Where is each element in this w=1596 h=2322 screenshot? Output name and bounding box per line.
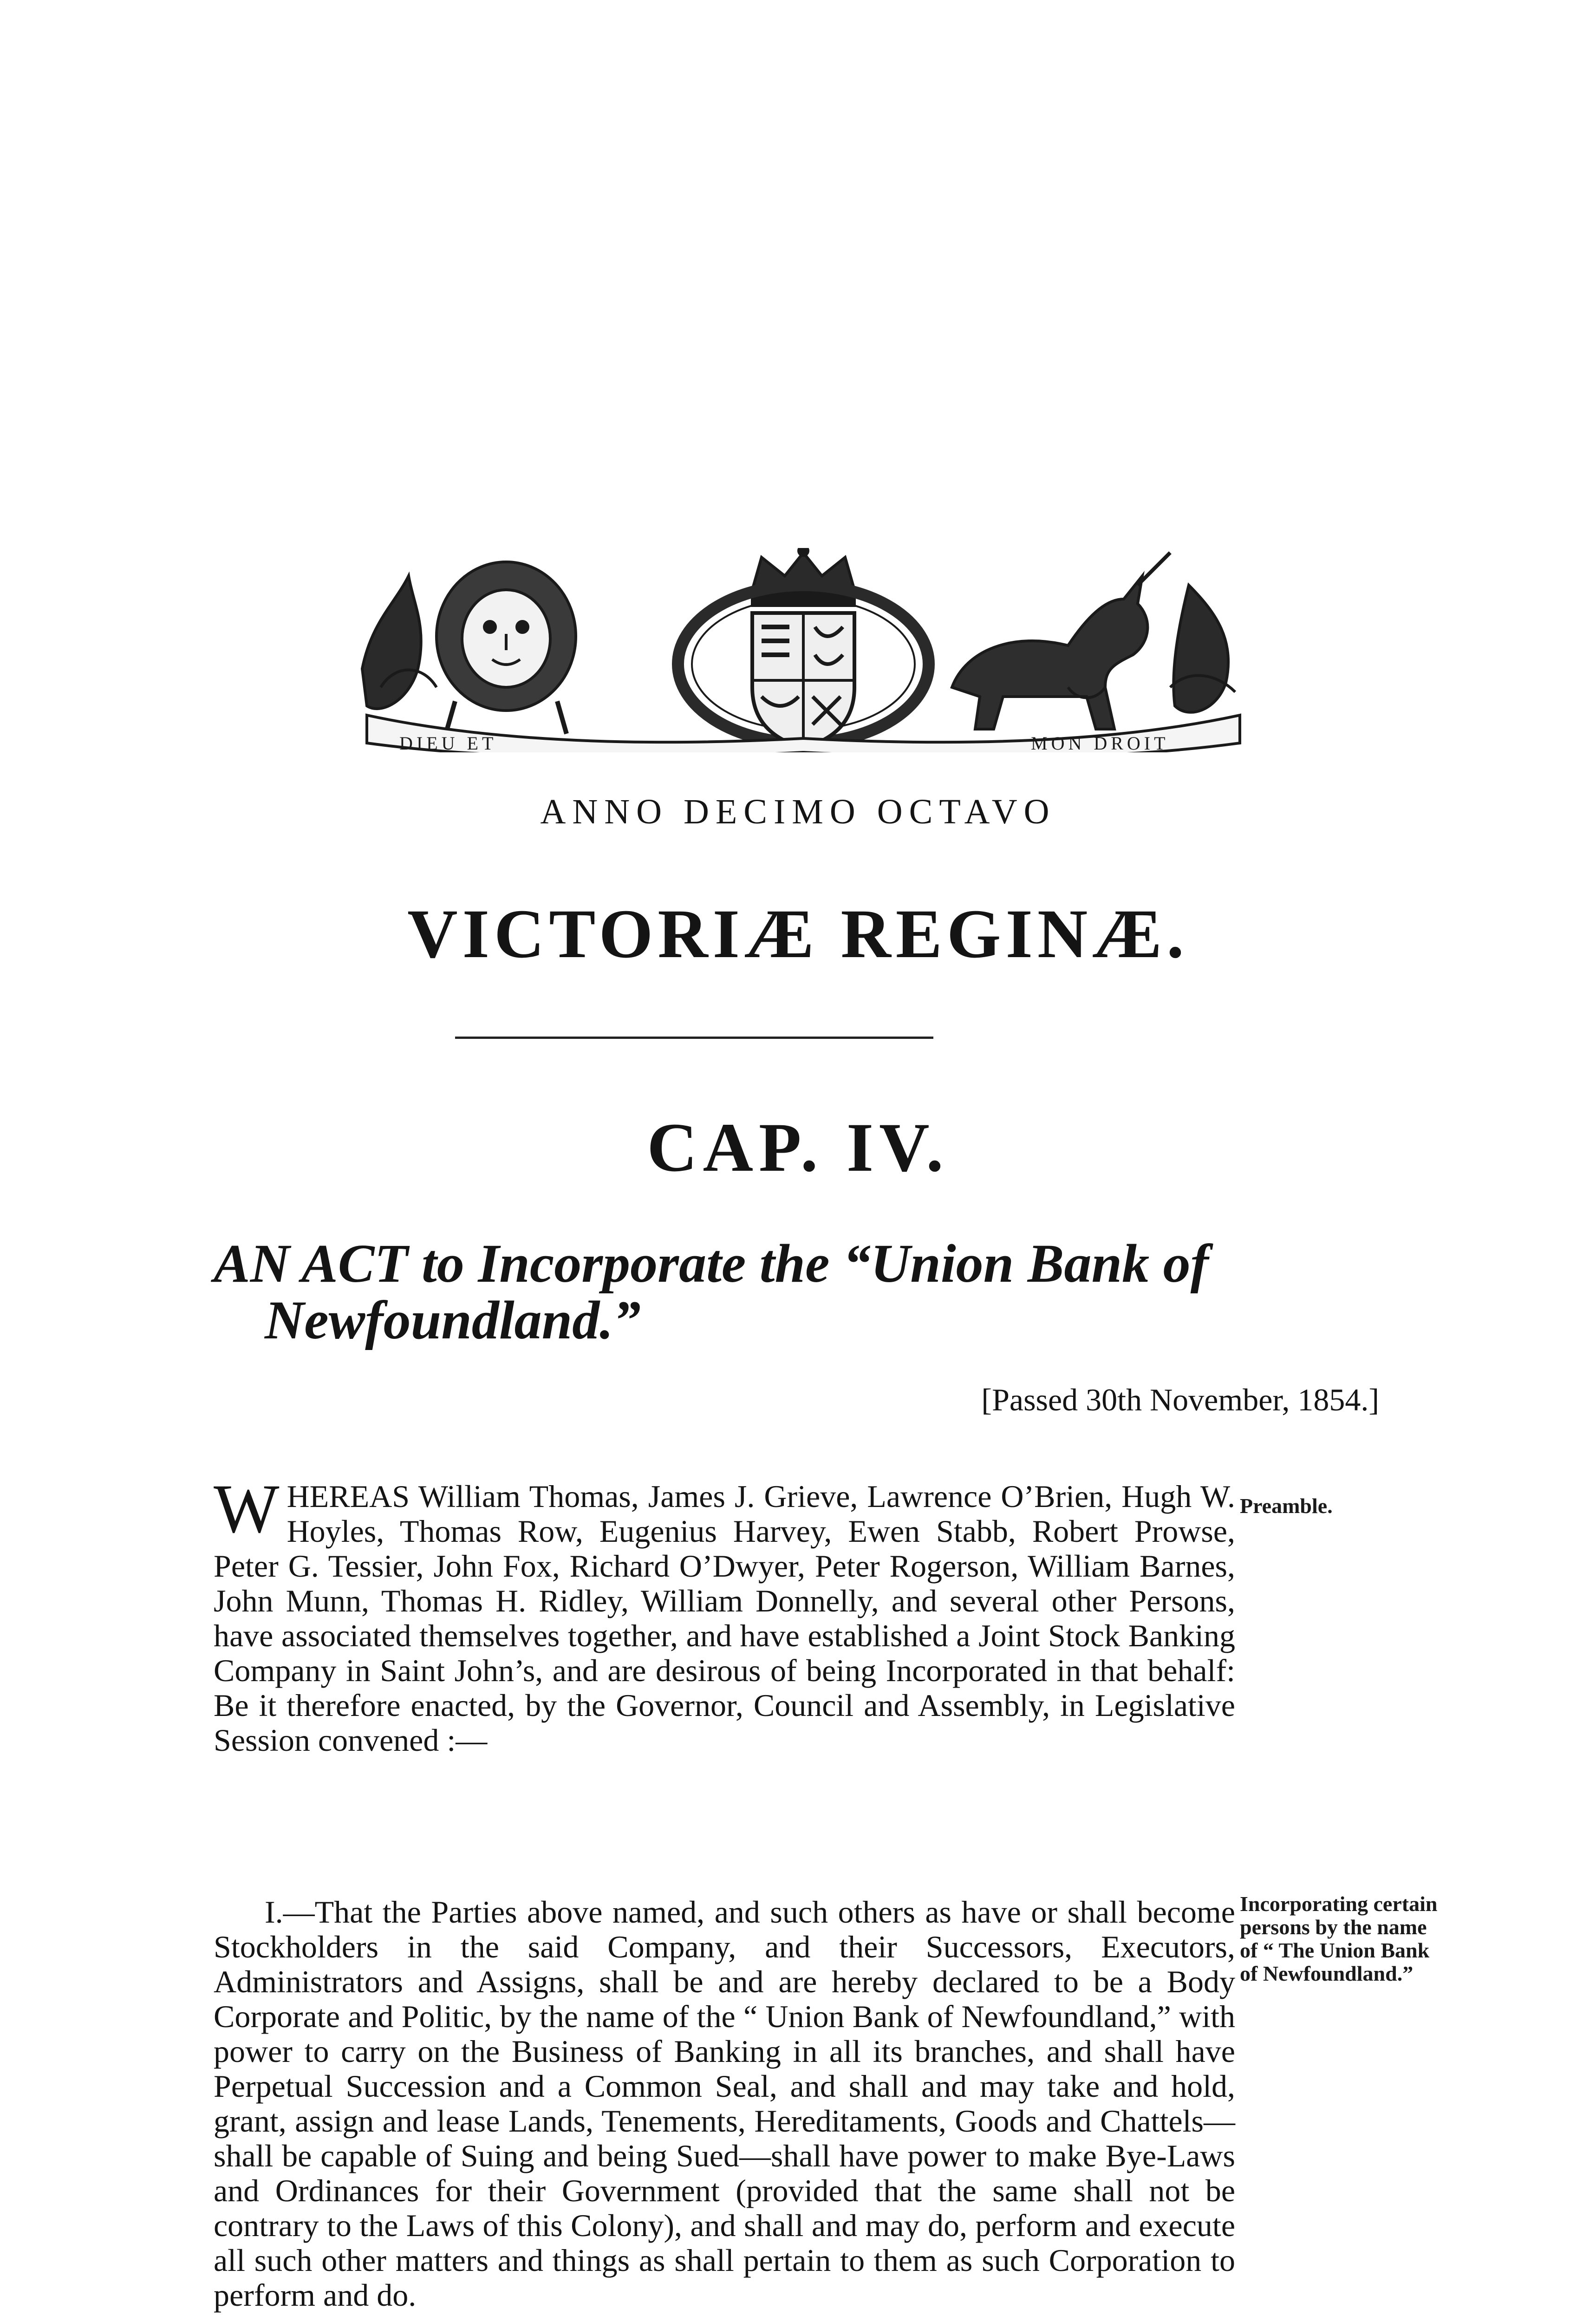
- right-foliage-icon: [1173, 585, 1228, 712]
- act-title-line-2: Newfoundland.”: [265, 1290, 641, 1350]
- drop-cap: W: [214, 1470, 280, 1547]
- regnal-year: ANNO DECIMO OCTAVO: [540, 792, 1056, 831]
- margin-note-preamble: Preamble.: [1240, 1494, 1333, 1518]
- regnal-title: VICTORIÆ REGINÆ.: [407, 895, 1189, 972]
- chapter-number: CAP. IV.: [647, 1109, 949, 1186]
- unicorn-icon: [952, 553, 1170, 729]
- passed-date: [Passed 30th November, 1854.]: [981, 1382, 1379, 1417]
- motto-right: MON DROIT: [1031, 733, 1169, 752]
- preamble-paragraph: [214, 1470, 1235, 1827]
- left-foliage-icon: [362, 576, 421, 709]
- section-1-paragraph: I.—That the Parties above named, and such others as have or shall become Stockholders in the said Company, and their Successors, Executors, Administrators and Assigns, shall be and are hereby declared to be a Body Corporate and Politic, by the name of the “ Union Bank of Newfoundland,” with power to carry on the Business of Banking in all its branches, and shall have Perpetual Succession and a Common Seal, and shall and may take and hold, grant, assign and lease Lands, Tenements, Hereditaments, Goods and Chattels—shall be capable of Suing and being Sued—shall have power to make Bye-Laws and Ordinances for their Government (provided that the same shall not be contrary to the Laws of this Colony), and shall and may do, perform and execute all such other matters and things as shall pertain to them as such Corporation to perform and do.: [214, 1894, 1235, 2313]
- divider: [455, 1037, 933, 1039]
- margin-note-section-1: Incorporating certain persons by the name of “ The Union Bank of Newfoundland.”: [1240, 1892, 1438, 1985]
- royal-coat-of-arms: [353, 548, 1254, 752]
- act-title-line-1: AN ACT to Incorporate the “Union Bank of: [214, 1233, 1209, 1294]
- lion-icon: [436, 562, 576, 734]
- preamble-body: HEREAS William Thomas, James J. Grieve, Lawrence O’Brien, Hugh W. Hoyles, Thomas Row, Eugenius Harvey, Ewen Stabb, Robert Prowse, Peter G. Tessier, John Fox, Richard O’Dwyer, Peter Rogerson, William Barnes, John Munn, Thomas H. Ridley, William Donnelly, and several other Persons, have associated themselves together, and have established a Joint Stock Banking Company in Saint John’s, and are desirous of being Incorporated in that behalf: Be it therefore enacted, by the Governor, Council and Assembly, in Legislative Session convened :—: [214, 1479, 1235, 1758]
- shield-icon: [752, 613, 854, 748]
- motto-left: DIEU ET: [399, 733, 497, 752]
- act-title: [214, 1235, 1337, 1349]
